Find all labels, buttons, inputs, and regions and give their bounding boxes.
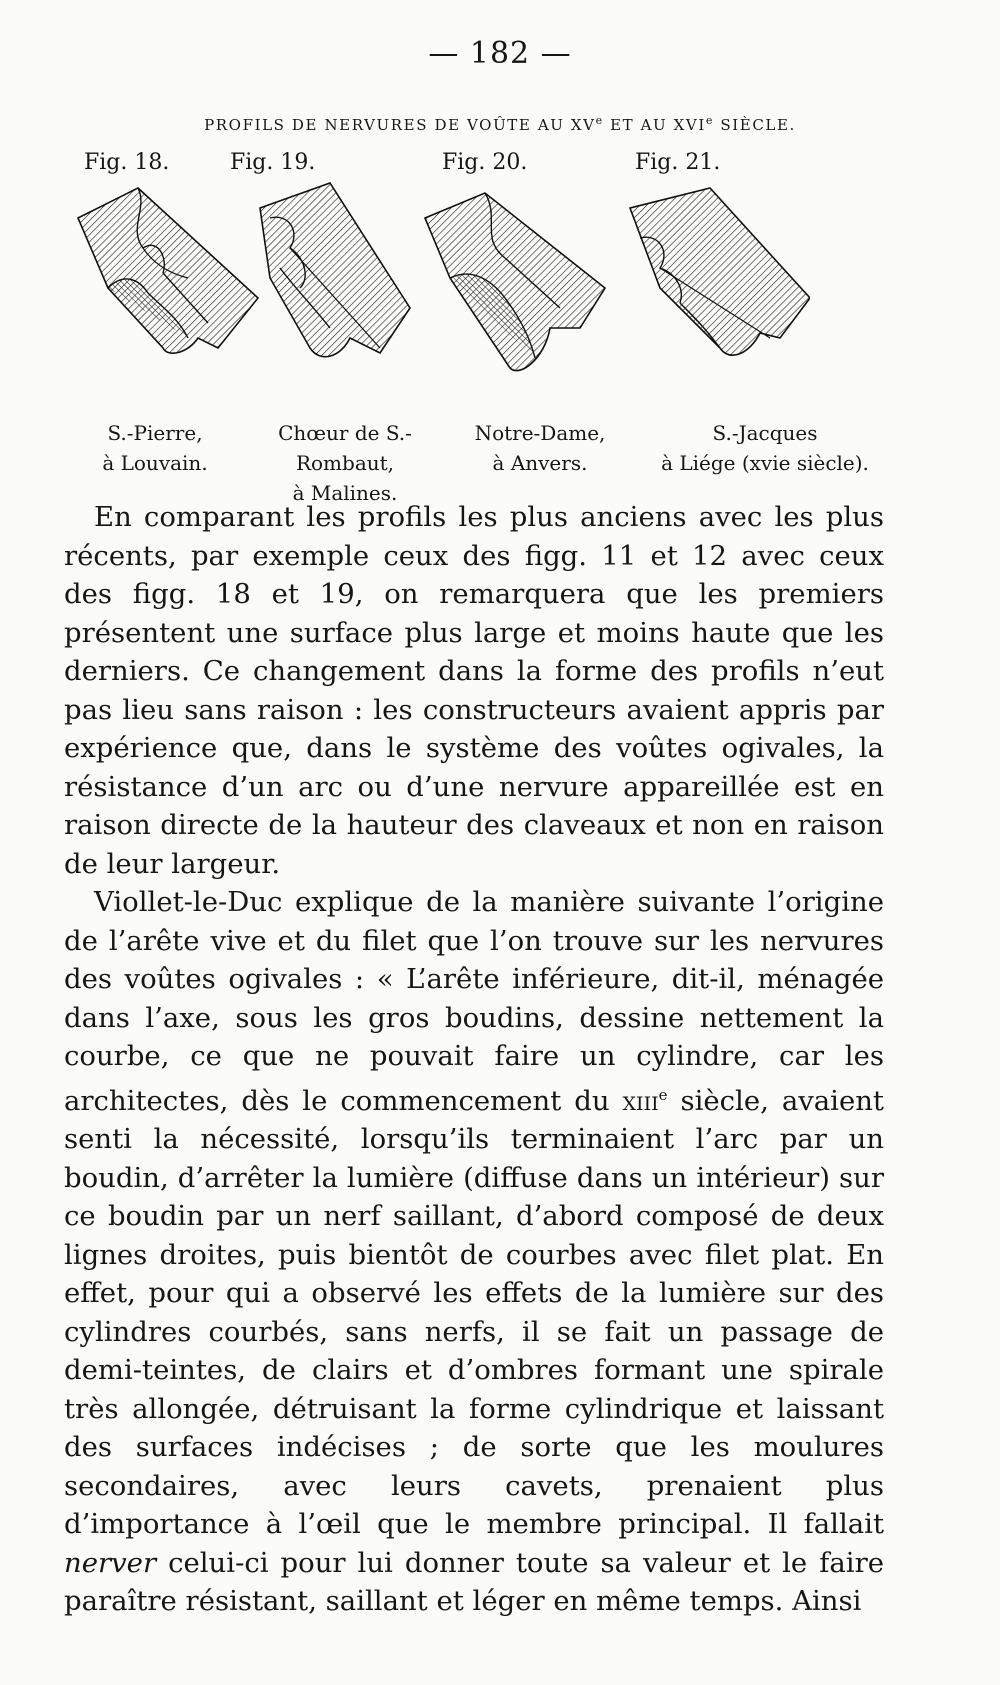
century-sup: e (658, 1085, 668, 1104)
fig-21-caption (635, 418, 895, 478)
fig-19-caption-line-1: Chœur de S.-Rombaut, (278, 421, 412, 475)
fig-20-rib-profile-drawing (410, 178, 610, 398)
figure-plate-heading (0, 114, 1000, 134)
page-number: — 182 — (428, 36, 572, 71)
fig-21-rib-profile-drawing (610, 178, 810, 398)
fig-18-caption-line-2: à Louvain. (102, 451, 208, 475)
paragraph-1: En comparant les profils les plus anciens avec les plus récents, par exemple ceux des figg. 11 et 12 avec ceux des figg. 18 et 19, on remarquera que les premiers présentent une surface plus large et moins haute que les derniers. Ce changement dans la forme des profils n’eut pas lieu sans raison : les constructeurs avaient appris par expérience que, dans le système des voûtes ogivales, la résistance d’un arc ou d’une nervure appareillée est en raison directe de la hauteur des claveaux et non en raison de leur largeur. (64, 501, 884, 880)
heading-sup-2: e (705, 114, 715, 127)
figure-plate (80, 150, 910, 505)
fig-20-caption (450, 418, 630, 478)
heading-text: PROFILS DE NERVURES DE VOÛTE AU XV (204, 116, 596, 134)
fig-21-caption-line-2: à Liége (xvie siècle). (661, 451, 869, 475)
italic-term: nerver (64, 1546, 157, 1579)
heading-middle: ET AU XVI (603, 116, 706, 134)
paragraph-2-part-2: siècle, avaient senti la nécessité, lorsqu’ils terminaient l’arc par un boudin, d’arrêter la lumière (diffuse dans un intérieur) sur ce boudin par un nerf saillant, d’abord composé de deux lignes droites, puis bientôt de courbes avec filet plat. En effet, pour qui a observé les effets de la lumière sur des cylindres courbés, sans nerfs, il se fait un passage de demi-teintes, de clairs et d’ombres formant une spirale très allongée, détruisant la forme cylindrique et laissant des surfaces indécises ; de sorte que les moulures secondaires, avec leurs cavets, prenaient plus d’importance à l’œil que le membre principal. Il fallait (64, 1084, 884, 1541)
fig-18-caption-line-1: S.-Pierre, (107, 421, 203, 445)
paragraph-2-part-3: celui-ci pour lui donner toute sa valeur et le faire paraître résistant, saillant et léger en même temps. Ainsi (64, 1546, 884, 1618)
fig-19-label: Fig. 19. (230, 150, 316, 175)
body-text (64, 498, 884, 1621)
fig-20-caption-line-1: Notre-Dame, (474, 421, 606, 445)
century-numeral: xiii (622, 1084, 659, 1117)
fig-19-rib-profile-drawing (230, 178, 430, 398)
fig-20-label: Fig. 20. (442, 150, 528, 175)
paragraph-2-part-1: Viollet-le-Duc explique de la manière suivante l’origine de l’arête vive et du filet que l’on trouve sur les nervures des voûtes ogivales : « L’arête inférieure, dit-il, ménagée dans l’axe, sous les gros boudins, dessine nettement la courbe, ce que ne pouvait faire un cylindre, car les architectes, dès le commencement du (64, 886, 884, 1117)
heading-end: SIÈCLE. (714, 116, 796, 134)
paragraph-2 (64, 883, 884, 1621)
heading-sup-1: e (595, 114, 604, 127)
fig-18-caption (80, 418, 230, 478)
fig-20-caption-line-2: à Anvers. (492, 451, 588, 475)
fig-21-label: Fig. 21. (635, 150, 721, 175)
fig-19-caption (230, 418, 460, 508)
fig-18-label: Fig. 18. (84, 150, 170, 175)
fig-21-caption-line-1: S.-Jacques (712, 421, 818, 445)
fig-19-caption-line-2: à Malines. (292, 481, 398, 505)
